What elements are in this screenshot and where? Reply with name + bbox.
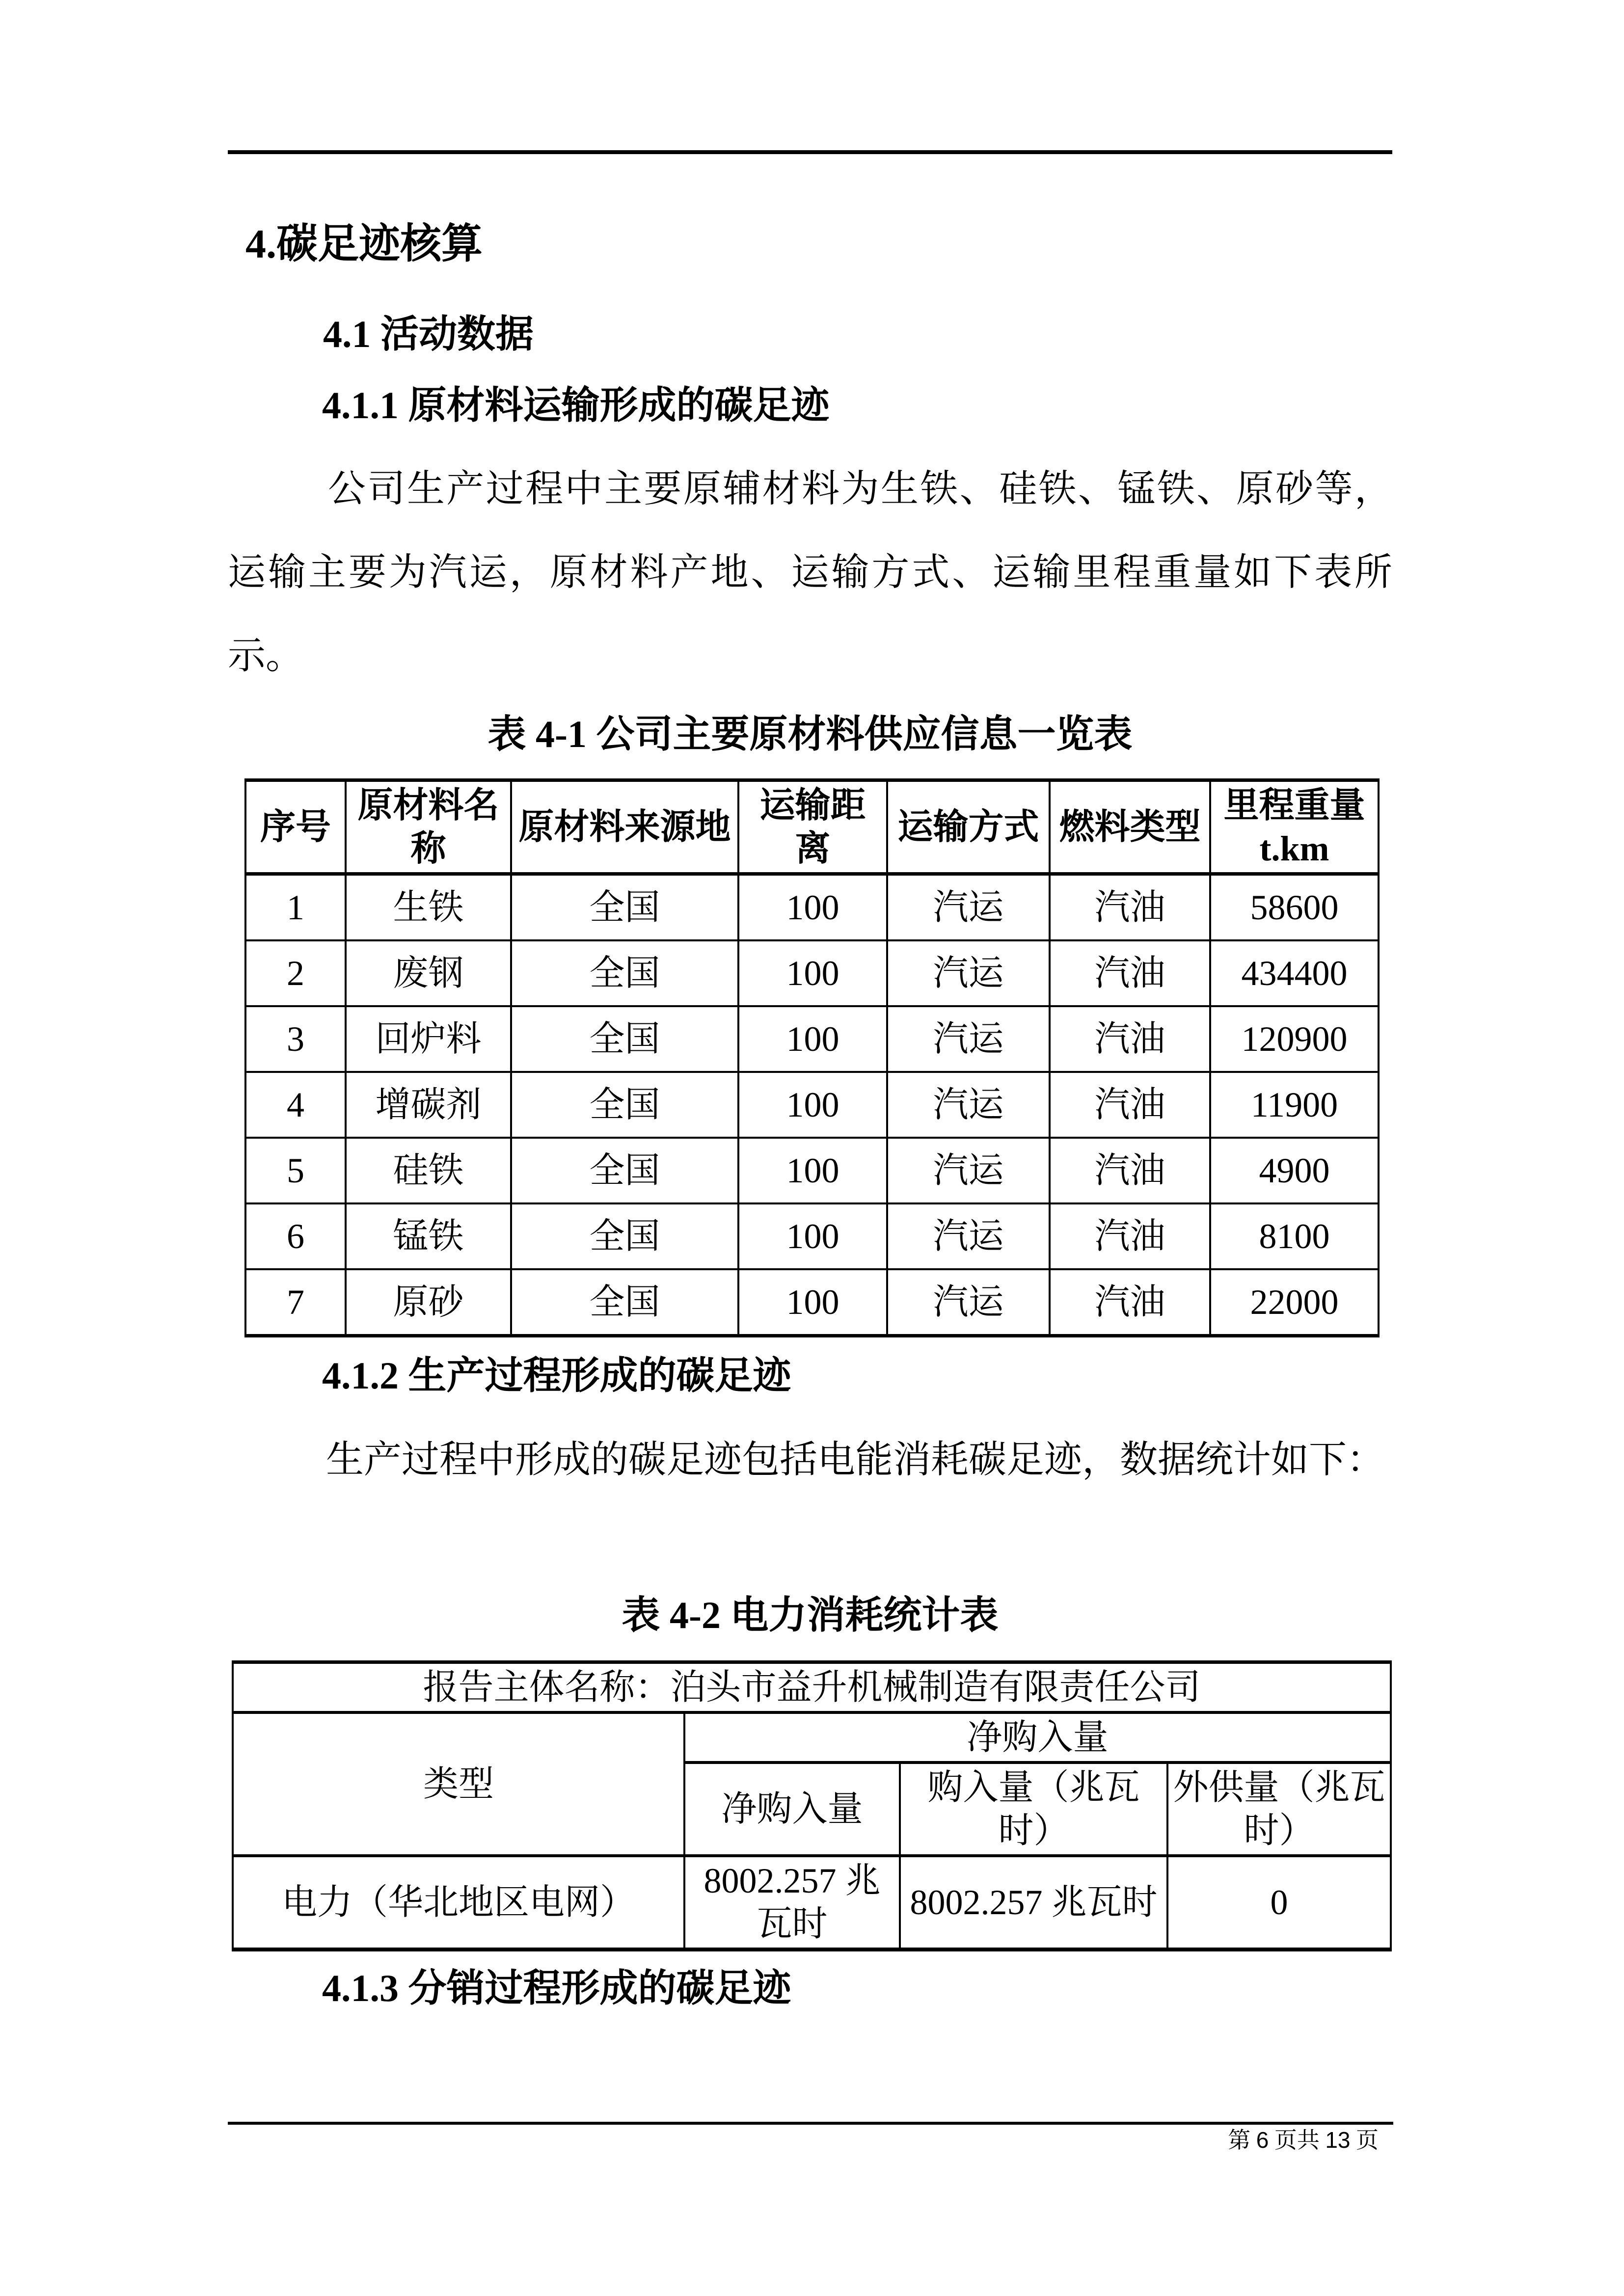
table-row: [245, 1072, 1379, 1138]
type-header-cell: 类型: [233, 1712, 684, 1856]
table-cell: 0: [1167, 1856, 1391, 1949]
table-cell: 汽运: [887, 1006, 1050, 1072]
table-cell: 2: [245, 940, 346, 1006]
footer-prefix: 第: [1228, 2128, 1251, 2153]
table-cell: 8002.257 兆瓦时: [900, 1856, 1167, 1949]
column-header-fuel-type: 燃料类型: [1050, 780, 1210, 874]
paragraph-line: 示。: [228, 635, 303, 677]
table-cell: 汽油: [1050, 1269, 1210, 1336]
heading-4-1-2: 4.1.2 生产过程形成的碳足迹: [322, 1354, 791, 1397]
table-4-1-title: 表 4-1 公司主要原材料供应信息一览表: [487, 713, 1133, 755]
table-row: [245, 1006, 1379, 1072]
column-header-origin: 原材料来源地: [511, 780, 738, 874]
table-cell: 全国: [511, 940, 738, 1006]
table-4-1-raw-material-supply: [244, 778, 1380, 1337]
table-cell: 7: [245, 1269, 346, 1336]
table-cell: 120900: [1210, 1006, 1379, 1072]
paragraph-raw-materials: [228, 447, 1392, 697]
table-cell: 3: [245, 1006, 346, 1072]
table-cell: 汽运: [887, 1138, 1050, 1203]
table-cell: 增碳剂: [346, 1072, 511, 1138]
table-cell: 5: [245, 1138, 346, 1203]
heading-chapter-4: 4.碳足迹核算: [245, 221, 483, 267]
column-header-material-name: 原材料名称: [346, 780, 511, 874]
table-cell: 汽油: [1050, 1072, 1210, 1138]
table-cell: 汽油: [1050, 1006, 1210, 1072]
table-cell: 全国: [511, 1006, 738, 1072]
table-cell: 全国: [511, 1072, 738, 1138]
footer-suffix: 页: [1356, 2128, 1379, 2153]
total-pages: 13: [1325, 2127, 1351, 2153]
table-cell: 汽油: [1050, 1203, 1210, 1269]
table-cell: 汽运: [887, 1203, 1050, 1269]
table-cell: 回炉料: [346, 1006, 511, 1072]
table-cell: 100: [738, 1203, 887, 1269]
table-cell: 电力（华北地区电网）: [233, 1856, 684, 1949]
table-cell: 汽运: [887, 940, 1050, 1006]
table-cell: 100: [738, 1269, 887, 1336]
footer-rule: [228, 2122, 1393, 2125]
table-cell: 100: [738, 1138, 887, 1203]
sub-header-purchase: 购入量（兆瓦时）: [900, 1762, 1167, 1856]
table-cell: 汽油: [1050, 1138, 1210, 1203]
table-cell: 生铁: [346, 874, 511, 941]
table-cell: 汽油: [1050, 874, 1210, 941]
column-header-transport-mode: 运输方式: [887, 780, 1050, 874]
table-cell: 1: [245, 874, 346, 941]
table-header-row: [245, 780, 1379, 874]
table-cell: 434400: [1210, 940, 1379, 1006]
report-subject-row: [233, 1662, 1391, 1713]
table-cell: 全国: [511, 874, 738, 941]
band-header-row: [233, 1712, 1391, 1762]
table-row: [245, 1269, 1379, 1336]
heading-4-1: 4.1 活动数据: [323, 313, 534, 355]
table-cell: 汽运: [887, 1269, 1050, 1336]
paragraph-line: 公司生产过程中主要原辅材料为生铁、硅铁、锰铁、原砂等，: [328, 468, 1392, 510]
table-cell: 6: [245, 1203, 346, 1269]
table-cell: 100: [738, 1006, 887, 1072]
table-cell: 100: [738, 874, 887, 941]
table-cell: 4900: [1210, 1138, 1379, 1203]
table-cell: 汽油: [1050, 940, 1210, 1006]
sub-header-external-supply: 外供量（兆瓦时）: [1167, 1762, 1391, 1856]
table-cell: 汽运: [887, 874, 1050, 941]
table-4-2-title: 表 4-2 电力消耗统计表: [622, 1594, 999, 1636]
page-number: 6: [1256, 2127, 1269, 2153]
heading-4-1-1: 4.1.1 原材料运输形成的碳足迹: [322, 384, 830, 427]
table-cell: 汽运: [887, 1072, 1050, 1138]
table-cell: 全国: [511, 1203, 738, 1269]
sub-header-net-purchase: 净购入量: [684, 1762, 900, 1856]
header-rule: [228, 150, 1392, 154]
table-cell: 22000: [1210, 1269, 1379, 1336]
column-header-distance: 运输距离: [738, 780, 887, 874]
table-cell: 全国: [511, 1138, 738, 1203]
table-row: [245, 940, 1379, 1006]
table-cell: 100: [738, 940, 887, 1006]
table-row: [245, 1203, 1379, 1269]
table-cell: 废钢: [346, 940, 511, 1006]
footer-middle: 页共: [1274, 2128, 1320, 2153]
table-cell: 4: [245, 1072, 346, 1138]
table-cell: 全国: [511, 1269, 738, 1336]
electricity-data-row: [233, 1856, 1391, 1949]
report-subject-cell: 报告主体名称：泊头市益升机械制造有限责任公司: [233, 1662, 1391, 1713]
table-cell: 58600: [1210, 874, 1379, 941]
column-header-seq: 序号: [245, 780, 346, 874]
table-cell: 硅铁: [346, 1138, 511, 1203]
table-cell: 8002.257 兆瓦时: [684, 1856, 900, 1949]
paragraph-production-process: 生产过程中形成的碳足迹包括电能消耗碳足迹，数据统计如下：: [326, 1439, 1384, 1481]
table-cell: 原砂: [346, 1269, 511, 1336]
table-4-2-electricity-consumption: [232, 1660, 1392, 1951]
paragraph-line: 运输主要为汽运，原材料产地、运输方式、运输里程重量如下表所: [228, 551, 1392, 593]
page-footer: [1228, 2126, 1379, 2154]
table-cell: 8100: [1210, 1203, 1379, 1269]
table-row: [245, 874, 1379, 941]
column-header-mileage-weight: 里程重量 t.km: [1210, 780, 1379, 874]
net-purchase-band-cell: 净购入量: [684, 1712, 1391, 1762]
table-row: [245, 1138, 1379, 1203]
table-cell: 11900: [1210, 1072, 1379, 1138]
heading-4-1-3: 4.1.3 分销过程形成的碳足迹: [322, 1967, 791, 2009]
table-cell: 100: [738, 1072, 887, 1138]
table-cell: 锰铁: [346, 1203, 511, 1269]
